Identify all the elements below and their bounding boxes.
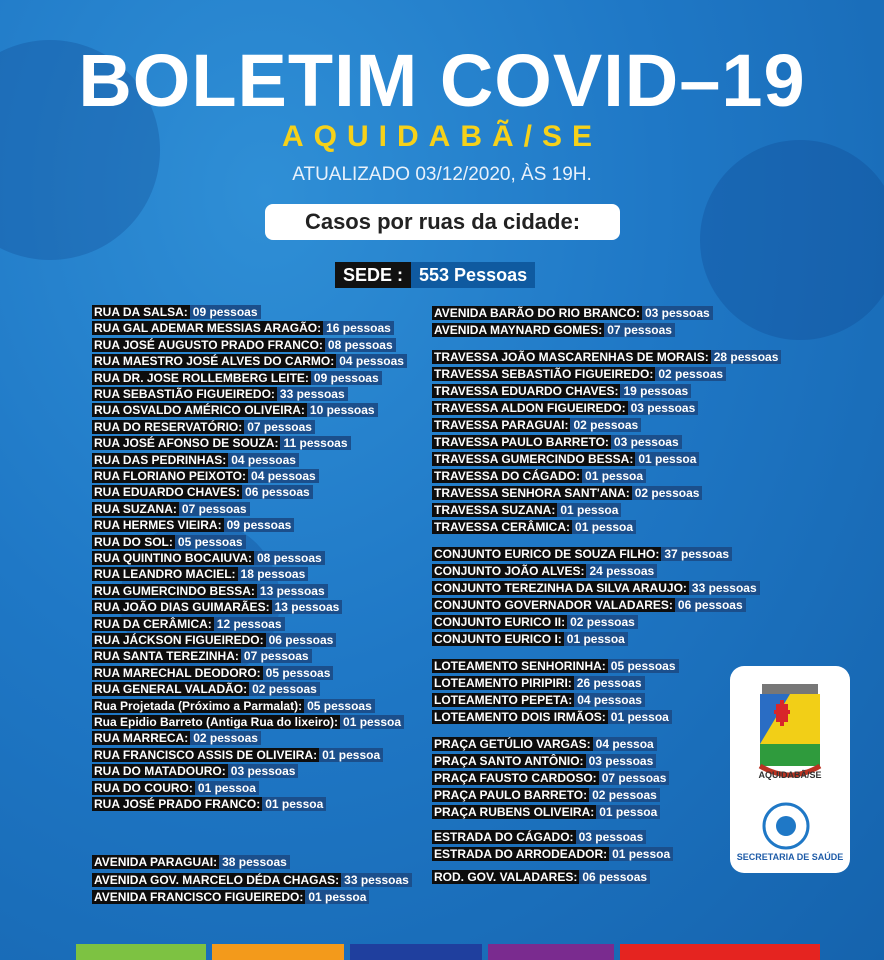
list-item [92, 797, 326, 812]
list-item [432, 659, 679, 674]
street-name: Rua Epidio Barreto (Antiga Rua do lixeiro): [94, 715, 339, 729]
case-count: 01 pessoa [195, 781, 259, 795]
case-count: 07 pessoas [604, 323, 675, 337]
health-secretary-label: SECRETARIA DE SAÚDE [736, 852, 844, 862]
list-item [432, 788, 660, 803]
list-item [432, 632, 628, 647]
case-count: 07 pessoas [244, 420, 315, 434]
list-item [432, 435, 682, 450]
case-count: 06 pessoas [242, 485, 313, 499]
case-count: 18 pessoas [238, 567, 309, 581]
list-item [92, 715, 404, 730]
list-item [92, 699, 375, 714]
case-count: 04 pessoa [593, 737, 657, 751]
street-name: ROD. GOV. VALADARES: [434, 870, 578, 884]
case-count: 04 pessoas [574, 693, 645, 707]
street-name: CONJUNTO EURICO I: [434, 632, 562, 646]
case-count: 06 pessoas [579, 870, 650, 884]
street-name: RUA JOSÉ AUGUSTO PRADO FRANCO: [94, 338, 323, 352]
case-count: 02 pessoas [655, 367, 726, 381]
case-count: 05 pessoas [608, 659, 679, 673]
case-count: 10 pessoas [307, 403, 378, 417]
case-count: 01 pessoa [564, 632, 628, 646]
case-count: 03 pessoas [228, 764, 299, 778]
street-name: PRAÇA GETÚLIO VARGAS: [434, 737, 591, 751]
list-item [92, 633, 336, 648]
case-count: 09 pessoas [224, 518, 295, 532]
list-item [92, 682, 320, 697]
street-name: RUA EDUARDO CHAVES: [94, 485, 241, 499]
footer-color-bar [488, 944, 614, 960]
list-item [432, 367, 726, 382]
list-item [432, 418, 641, 433]
case-count: 02 pessoas [570, 418, 641, 432]
list-item [92, 649, 312, 664]
street-name: LOTEAMENTO SENHORINHA: [434, 659, 606, 673]
street-name: CONJUNTO TEREZINHA DA SILVA ARAUJO: [434, 581, 687, 595]
page-title: BOLETIM COVID–19 [78, 39, 806, 122]
case-count: 05 pessoas [304, 699, 375, 713]
street-name: RUA DO SOL: [94, 535, 173, 549]
footer-color-bar [350, 944, 482, 960]
case-count: 16 pessoas [323, 321, 394, 335]
street-name: TRAVESSA DO CÁGADO: [434, 469, 581, 483]
street-name: RUA JOÃO DIAS GUIMARÃES: [94, 600, 270, 614]
case-count: 01 pessoa [596, 805, 660, 819]
street-name: PRAÇA RUBENS OLIVEIRA: [434, 805, 595, 819]
street-name: RUA DA SALSA: [94, 305, 188, 319]
street-name: RUA MARRECA: [94, 731, 189, 745]
case-count: 33 pessoas [341, 873, 412, 887]
street-name: AVENIDA FRANCISCO FIGUEIREDO: [94, 890, 304, 904]
list-item [92, 873, 412, 888]
list-item [432, 401, 698, 416]
list-item [92, 403, 378, 418]
list-item [432, 693, 645, 708]
case-count: 02 pessoas [632, 486, 703, 500]
list-item [92, 855, 290, 870]
list-item [92, 666, 333, 681]
case-count: 01 pessoa [557, 503, 621, 517]
section-title: Casos por ruas da cidade: [265, 204, 620, 240]
street-name: TRAVESSA GUMERCINDO BESSA: [434, 452, 634, 466]
case-count: 07 pessoas [179, 502, 250, 516]
street-name: TRAVESSA PARAGUAI: [434, 418, 569, 432]
case-count: 07 pessoas [241, 649, 312, 663]
street-name: PRAÇA PAULO BARRETO: [434, 788, 588, 802]
street-name: CONJUNTO EURICO DE SOUZA FILHO: [434, 547, 660, 561]
list-item [432, 847, 673, 862]
street-name: LOTEAMENTO DOIS IRMÃOS: [434, 710, 606, 724]
street-name: RUA SEBASTIÃO FIGUEIREDO: [94, 387, 275, 401]
street-name: RUA QUINTINO BOCAIUVA: [94, 551, 252, 565]
case-count: 03 pessoas [611, 435, 682, 449]
city-name: AQUIDABÃ/SE [281, 120, 602, 153]
list-item [92, 600, 342, 615]
list-item [432, 737, 657, 752]
list-item [92, 371, 382, 386]
street-name: TRAVESSA EDUARDO CHAVES: [434, 384, 619, 398]
list-item [92, 551, 325, 566]
list-item [432, 384, 691, 399]
list-item [432, 771, 669, 786]
case-count: 01 pessoa [305, 890, 369, 904]
street-name: TRAVESSA ALDON FIGUEIREDO: [434, 401, 626, 415]
case-count: 06 pessoas [266, 633, 337, 647]
case-count: 28 pessoas [711, 350, 782, 364]
case-count: 08 pessoas [254, 551, 325, 565]
footer-color-bars [76, 944, 820, 960]
list-item [432, 754, 656, 769]
list-item [92, 485, 313, 500]
street-name: CONJUNTO EURICO II: [434, 615, 566, 629]
updated-timestamp: ATUALIZADO 03/12/2020, ÀS 19H. [292, 164, 592, 185]
case-count: 03 pessoas [586, 754, 657, 768]
list-item [92, 890, 369, 905]
list-item [432, 830, 646, 845]
street-name: RUA MAESTRO JOSÉ ALVES DO CARMO: [94, 354, 335, 368]
street-name: RUA GENERAL VALADÃO: [94, 682, 248, 696]
street-name: AVENIDA BARÃO DO RIO BRANCO: [434, 306, 640, 320]
case-count: 09 pessoas [311, 371, 382, 385]
list-item [432, 547, 732, 562]
street-name: RUA FLORIANO PEIXOTO: [94, 469, 247, 483]
case-count: 01 pessoa [572, 520, 636, 534]
list-item [432, 452, 699, 467]
list-item [432, 581, 760, 596]
list-item [92, 748, 383, 763]
street-name: RUA DA CERÂMICA: [94, 617, 212, 631]
case-count: 08 pessoas [325, 338, 396, 352]
sede-value: 553 Pessoas [411, 262, 535, 288]
case-count: 33 pessoas [277, 387, 348, 401]
list-item [92, 387, 348, 402]
case-count: 04 pessoas [228, 453, 299, 467]
list-item [92, 436, 351, 451]
street-name: PRAÇA SANTO ANTÔNIO: [434, 754, 584, 768]
case-count: 37 pessoas [661, 547, 732, 561]
street-name: TRAVESSA SENHORA SANT'ANA: [434, 486, 630, 500]
street-name: ESTRADA DO CÁGADO: [434, 830, 574, 844]
sede-total [335, 262, 535, 288]
list-item [432, 469, 646, 484]
case-count: 03 pessoas [642, 306, 713, 320]
case-count: 11 pessoas [280, 436, 350, 450]
street-name: AVENIDA GOV. MARCELO DÉDA CHAGAS: [94, 873, 340, 887]
case-count: 09 pessoas [190, 305, 261, 319]
list-item [92, 535, 246, 550]
case-count: 01 pessoa [608, 710, 672, 724]
case-count: 38 pessoas [219, 855, 290, 869]
list-item [92, 354, 407, 369]
footer-color-bar [76, 944, 206, 960]
list-item [432, 710, 672, 725]
list-item [432, 323, 675, 338]
street-name: RUA GUMERCINDO BESSA: [94, 584, 255, 598]
case-count: 13 pessoas [272, 600, 343, 614]
list-item [432, 486, 702, 501]
case-count: 07 pessoas [599, 771, 670, 785]
list-item [432, 306, 713, 321]
case-count: 33 pessoas [689, 581, 760, 595]
case-count: 02 pessoas [249, 682, 320, 696]
case-count: 06 pessoas [675, 598, 746, 612]
street-name: RUA JOSÉ AFONSO DE SOUZA: [94, 436, 279, 450]
list-item [92, 469, 319, 484]
list-item [432, 503, 621, 518]
footer-color-bar [620, 944, 820, 960]
list-item [432, 870, 650, 885]
street-name: Rua Projetada (Próximo a Parmalat): [94, 699, 303, 713]
street-name: CONJUNTO JOÃO ALVES: [434, 564, 585, 578]
street-name: RUA JOSÉ PRADO FRANCO: [94, 797, 261, 811]
list-item [432, 350, 781, 365]
case-count: 02 pessoas [567, 615, 638, 629]
list-item [432, 805, 660, 820]
list-item [92, 453, 299, 468]
case-count: 12 pessoas [214, 617, 285, 631]
case-count: 05 pessoas [175, 535, 246, 549]
street-name: RUA FRANCISCO ASSIS DE OLIVEIRA: [94, 748, 318, 762]
case-count: 02 pessoas [190, 731, 261, 745]
street-name: RUA DO MATADOURO: [94, 764, 226, 778]
street-name: AVENIDA PARAGUAI: [94, 855, 218, 869]
street-name: RUA MARECHAL DEODORO: [94, 666, 261, 680]
list-item [92, 338, 396, 353]
case-count: 01 pessoa [340, 715, 404, 729]
list-item [92, 502, 250, 517]
street-name: TRAVESSA CERÂMICA: [434, 520, 571, 534]
case-count: 03 pessoas [576, 830, 647, 844]
street-name: TRAVESSA SEBASTIÃO FIGUEIREDO: [434, 367, 654, 381]
street-name: AVENIDA MAYNARD GOMES: [434, 323, 603, 337]
crest-caption: AQUIDABÃ/SE [758, 770, 822, 780]
case-count: 02 pessoas [589, 788, 660, 802]
street-name: RUA GAL ADEMAR MESSIAS ARAGÃO: [94, 321, 322, 335]
street-name: ESTRADA DO ARRODEADOR: [434, 847, 608, 861]
sede-label: SEDE : [335, 262, 411, 288]
case-count: 26 pessoas [574, 676, 645, 690]
street-name: RUA DR. JOSE ROLLEMBERG LEITE: [94, 371, 309, 385]
list-item [92, 617, 285, 632]
street-name: RUA JÁCKSON FIGUEIREDO: [94, 633, 264, 647]
street-name: RUA SUZANA: [94, 502, 177, 516]
list-item [432, 676, 645, 691]
street-name: RUA DAS PEDRINHAS: [94, 453, 227, 467]
footer-color-bar [212, 944, 344, 960]
street-name: LOTEAMENTO PEPETA: [434, 693, 573, 707]
case-count: 13 pessoas [257, 584, 328, 598]
list-item [92, 420, 315, 435]
street-name: TRAVESSA PAULO BARRETO: [434, 435, 609, 449]
street-name: RUA HERMES VIEIRA: [94, 518, 222, 532]
case-count: 05 pessoas [263, 666, 334, 680]
case-count: 01 pessoa [582, 469, 646, 483]
list-item [92, 305, 261, 320]
case-count: 01 pessoa [609, 847, 673, 861]
street-name: RUA LEANDRO MACIEL: [94, 567, 236, 581]
list-item [432, 520, 636, 535]
street-name: RUA DO RESERVATÓRIO: [94, 420, 243, 434]
case-count: 01 pessoa [319, 748, 383, 762]
street-name: PRAÇA FAUSTO CARDOSO: [434, 771, 597, 785]
logo-card [730, 666, 850, 873]
street-name: CONJUNTO GOVERNADOR VALADARES: [434, 598, 673, 612]
case-count: 03 pessoas [628, 401, 699, 415]
list-item [92, 321, 394, 336]
list-item [432, 598, 746, 613]
street-name: TRAVESSA JOÃO MASCARENHAS DE MORAIS: [434, 350, 709, 364]
case-count: 01 pessoa [262, 797, 326, 811]
list-item [92, 567, 308, 582]
list-item [432, 564, 657, 579]
case-count: 01 pessoa [635, 452, 699, 466]
list-item [92, 584, 328, 599]
list-item [92, 764, 298, 779]
street-name: TRAVESSA SUZANA: [434, 503, 556, 517]
list-item [432, 615, 638, 630]
list-item [92, 781, 259, 796]
case-count: 04 pessoas [336, 354, 407, 368]
street-name: RUA DO COURO: [94, 781, 193, 795]
street-name: LOTEAMENTO PIRIPIRI: [434, 676, 572, 690]
case-count: 24 pessoas [586, 564, 657, 578]
case-count: 19 pessoas [620, 384, 691, 398]
list-item [92, 518, 294, 533]
street-name: RUA OSVALDO AMÉRICO OLIVEIRA: [94, 403, 305, 417]
case-count: 04 pessoas [248, 469, 319, 483]
list-item [92, 731, 261, 746]
street-name: RUA SANTA TEREZINHA: [94, 649, 239, 663]
